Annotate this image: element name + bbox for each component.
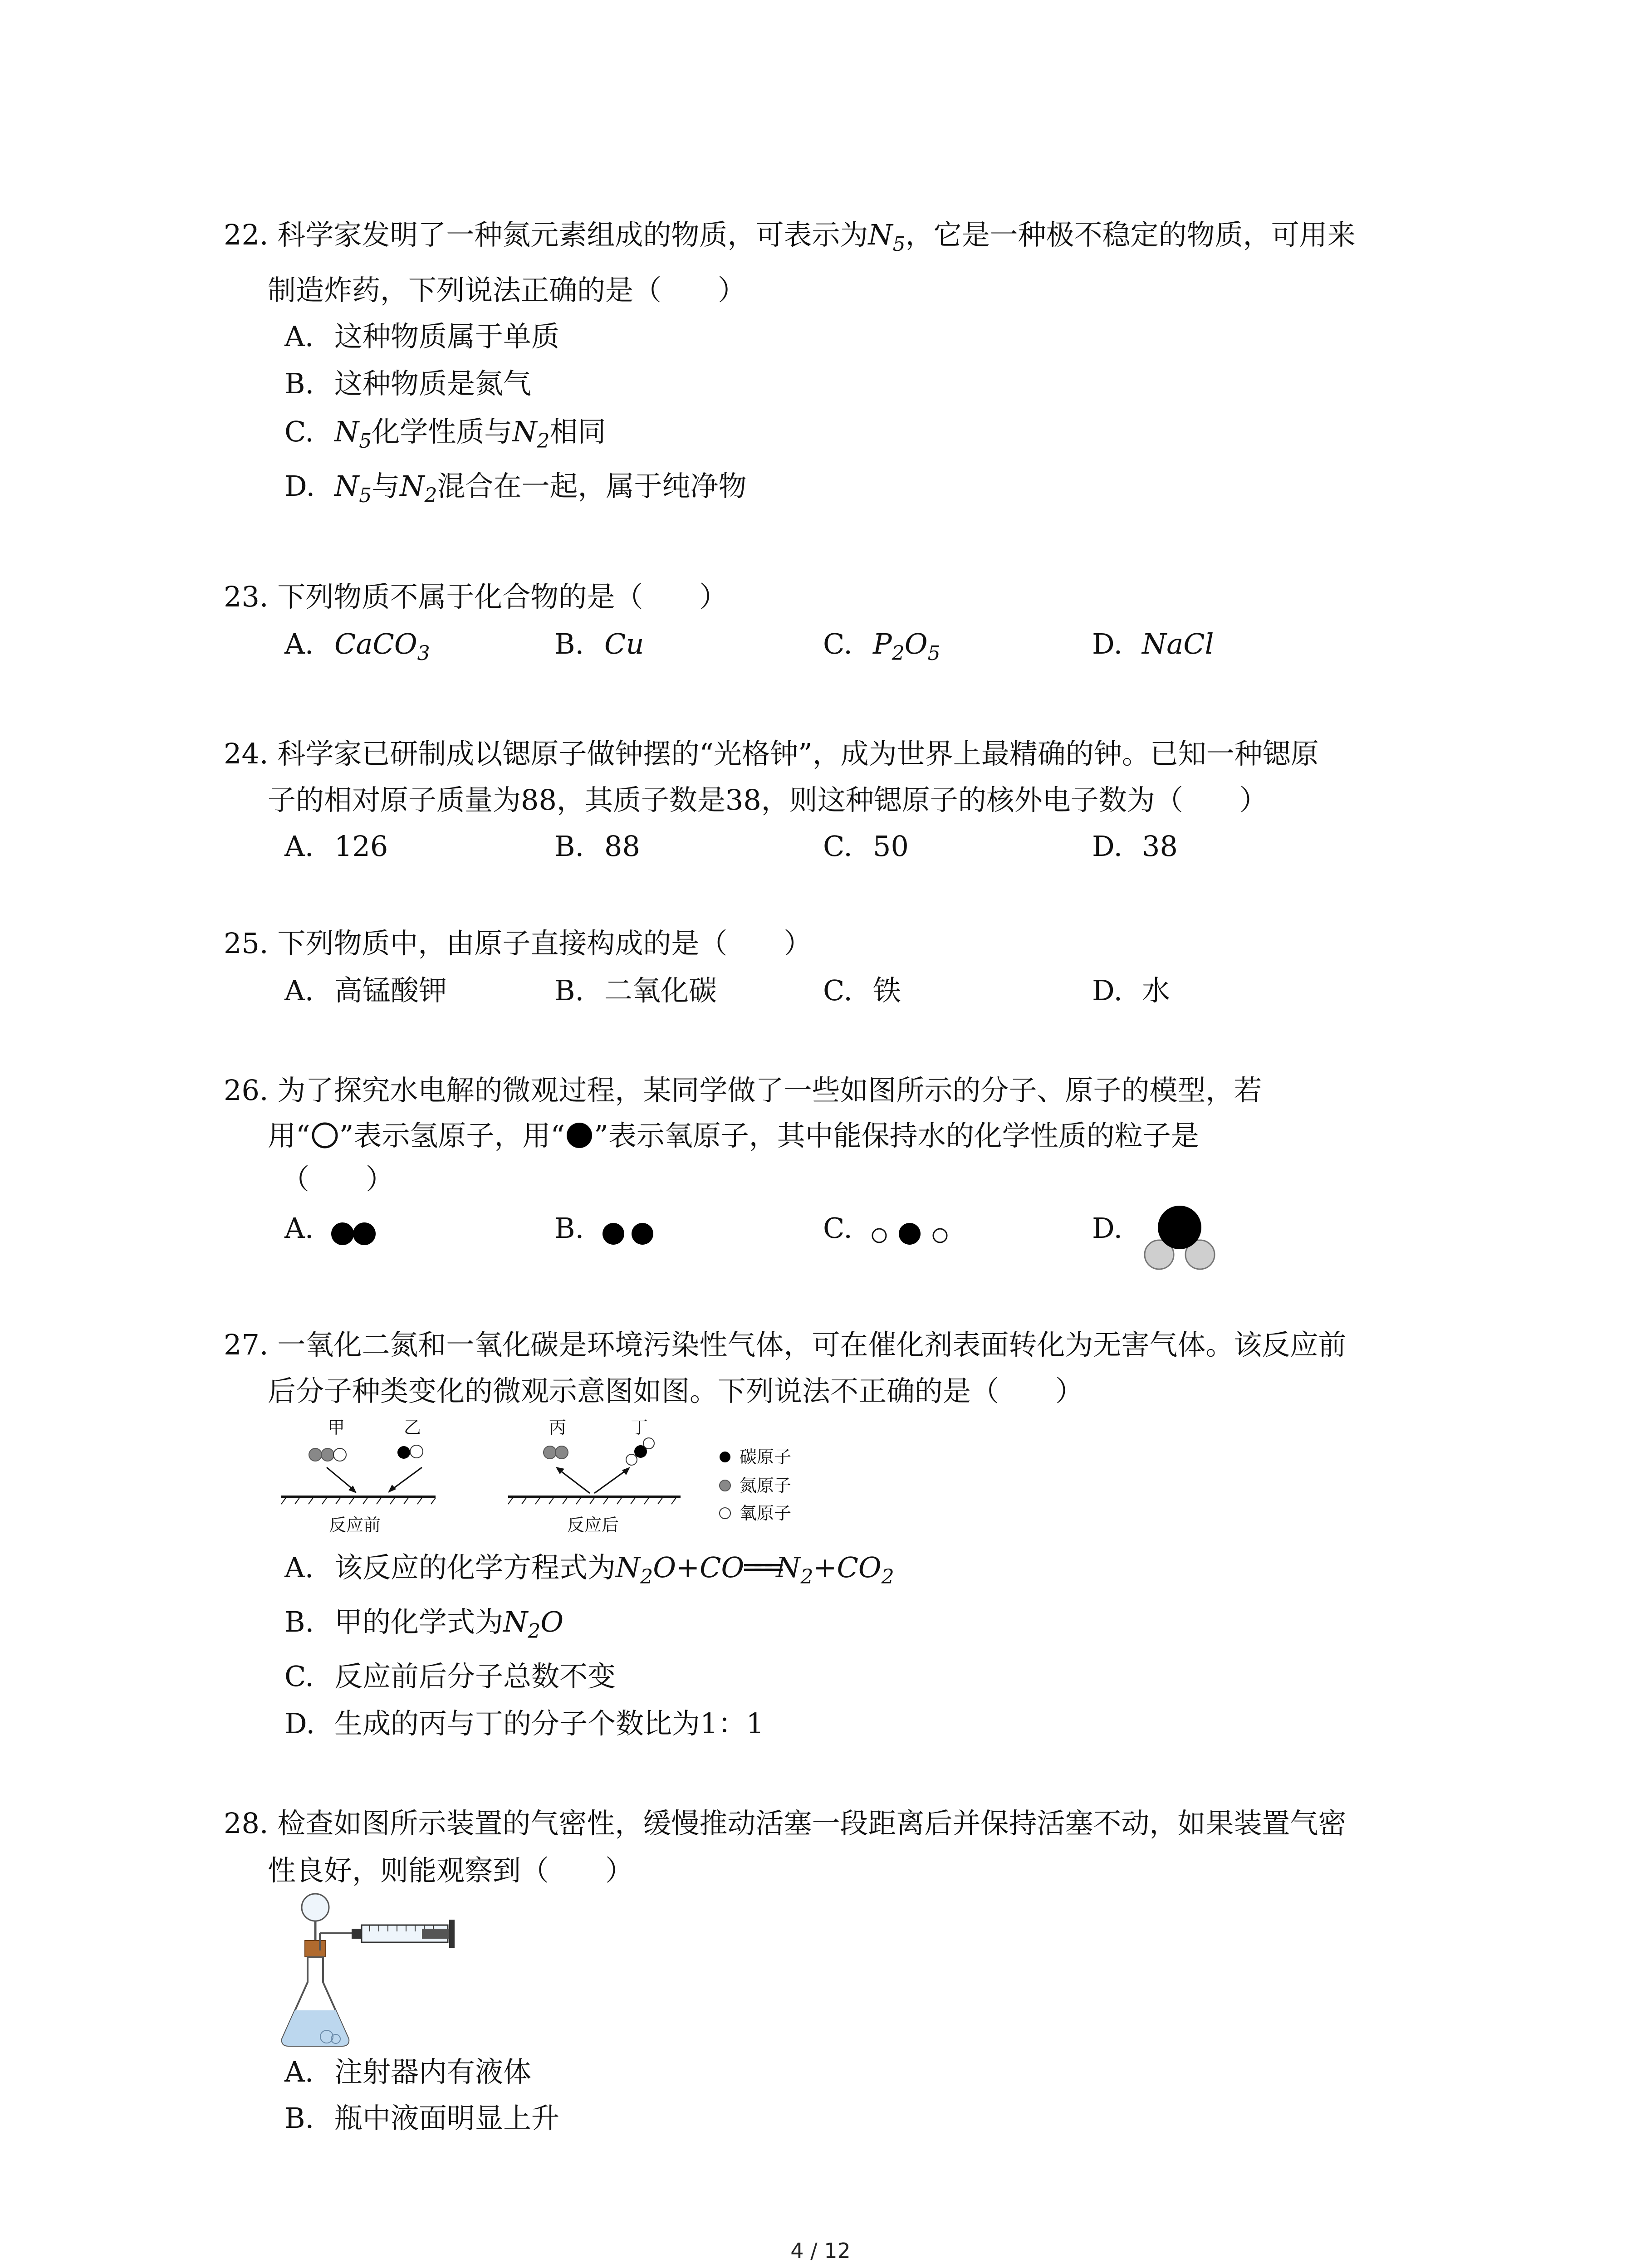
label-yi: 乙: [404, 1418, 421, 1437]
formula-n5: $N_5$: [334, 415, 372, 453]
q28-option-a[interactable]: [284, 2054, 531, 2090]
two-black-atoms-separate-icon: [599, 1216, 658, 1252]
solid-circle-icon: [565, 1121, 594, 1150]
option-text: 瓶中液面明显上升: [334, 2102, 560, 2135]
q26-line1: [224, 1072, 1262, 1109]
label-after: 反应后: [567, 1515, 619, 1535]
q27-line2: 后分子种类变化的微观示意图如图。下列说法不正确的是（ ）: [268, 1374, 1084, 1408]
q22-option-a[interactable]: [284, 318, 559, 355]
q25-option-d[interactable]: [1092, 973, 1170, 1009]
two-black-atoms-joined-icon: [329, 1216, 388, 1252]
option-letter: A.: [284, 1551, 314, 1584]
q28-option-b[interactable]: [284, 2100, 559, 2136]
q22-option-c[interactable]: [284, 414, 606, 459]
q24-line2: 子的相对原子质量为88，其质子数是38，则这种锶原子的核外电子数为（ ）: [268, 783, 1268, 816]
q25-option-c[interactable]: [823, 973, 901, 1009]
rubber-stopper: [305, 1941, 326, 1957]
option-letter: A.: [284, 2055, 314, 2088]
q23-option-a[interactable]: [284, 626, 430, 672]
molecule-jia: [309, 1448, 346, 1461]
q22-option-b[interactable]: [284, 366, 531, 402]
q22-option-d[interactable]: [284, 468, 747, 514]
molecule-bing: [544, 1446, 568, 1459]
legend-carbon-icon: [720, 1452, 730, 1462]
q24-option-a[interactable]: [284, 828, 388, 865]
option-text: 该反应的化学方程式为: [334, 1551, 616, 1584]
legend-nitrogen-icon: [720, 1480, 730, 1491]
formula-nacl: NaCl: [1142, 627, 1214, 660]
q23-option-d[interactable]: [1092, 626, 1214, 662]
q24-option-d[interactable]: [1092, 828, 1178, 865]
q26-line3: （ ）: [281, 1163, 394, 1196]
q23-number: 23.: [224, 580, 269, 613]
q26-option-b[interactable]: [554, 1210, 604, 1246]
formula-p2o5: $P_2O_5$: [873, 627, 941, 665]
option-text: 这种物质属于单质: [334, 320, 560, 353]
q26-number: 26.: [224, 1074, 269, 1107]
option-letter: A.: [284, 1212, 314, 1245]
q26-option-a[interactable]: [284, 1210, 334, 1246]
arrow-out-1: [559, 1470, 590, 1493]
q22-text-b: ，它是一种极不稳定的物质，可用来: [905, 218, 1356, 251]
formula-n2o: $N_2O$: [503, 1605, 564, 1643]
arrow-in-2: [391, 1467, 422, 1490]
option-letter: D.: [284, 469, 315, 503]
option-text: 50: [873, 830, 909, 863]
q26-text: 为了探究水电解的微观过程，某同学做了一些如图所示的分子、原子的模型，若: [277, 1074, 1262, 1107]
q27-text: 一氧化二氮和一氧化碳是环境污染性气体，可在催化剂表面转化为无害气体。该反应前: [277, 1328, 1347, 1361]
formula-caco3: CaCO$_3$: [334, 627, 430, 665]
option-text: 126: [334, 830, 388, 863]
q22-number: 22.: [224, 218, 269, 251]
q24-option-c[interactable]: [823, 828, 909, 865]
q23-option-c[interactable]: [823, 626, 941, 672]
label-before: 反应前: [329, 1515, 381, 1535]
option-letter: A.: [284, 830, 314, 863]
formula-cu: Cu: [604, 627, 644, 660]
q23-stem: [224, 579, 727, 615]
q22-formula: $N_5$: [868, 218, 906, 256]
option-letter: B.: [284, 2102, 314, 2135]
option-text: 这种物质是氮气: [334, 367, 532, 400]
legend-oxygen-icon: [720, 1508, 730, 1519]
option-text: 水: [1142, 974, 1171, 1007]
q25-stem: [224, 925, 812, 962]
option-letter: D.: [1092, 974, 1123, 1007]
option-letter: B.: [284, 1605, 314, 1638]
option-letter: C.: [284, 1660, 314, 1693]
option-letter: D.: [1092, 830, 1123, 863]
q26-line2: 用“ ”表示氢原子，用“ ”表示氧原子，其中能保持水的化学性质的粒子是: [268, 1119, 1199, 1152]
option-letter: B.: [554, 974, 584, 1007]
option-letter: A.: [284, 974, 314, 1007]
hollow-circle-icon: [310, 1121, 339, 1150]
hydrogen-oxygen-hydrogen-atoms-icon: [867, 1216, 953, 1252]
page-number: 4 / 12: [790, 2239, 851, 2263]
option-text: 高锰酸钾: [334, 974, 447, 1007]
q24-text: 科学家已研制成以锶原子做钟摆的“光格钟”，成为世界上最精确的钟。已知一种锶原: [277, 737, 1319, 770]
q28-number: 28.: [224, 1807, 269, 1840]
q26-option-d[interactable]: [1092, 1210, 1142, 1246]
airtightness-apparatus-figure: [272, 1892, 476, 2055]
option-letter: B.: [554, 1212, 584, 1245]
option-letter: C.: [823, 1212, 852, 1245]
q24-number: 24.: [224, 737, 269, 770]
label-jia: 甲: [328, 1418, 345, 1437]
option-letter: B.: [554, 830, 584, 863]
q23-text: 下列物质不属于化合物的是（ ）: [277, 580, 728, 613]
syringe-handle: [449, 1920, 455, 1948]
chemical-equation: $N_2O+CO═══N_2+CO_2$: [616, 1551, 894, 1589]
option-letter: B.: [284, 367, 314, 400]
molecule-ding: [626, 1438, 654, 1465]
option-text: 相同: [549, 415, 606, 448]
legend-oxygen-label: 氧原子: [740, 1503, 792, 1523]
q25-number: 25.: [224, 927, 269, 960]
option-text: 注射器内有液体: [334, 2055, 532, 2088]
option-text: 铁: [873, 974, 901, 1007]
option-letter: C.: [823, 627, 852, 660]
option-text: 二氧化碳: [604, 974, 717, 1007]
option-text: 反应前后分子总数不变: [334, 1660, 616, 1693]
option-text: 混合在一起，属于纯净物: [437, 469, 747, 503]
option-text: 与: [372, 469, 400, 503]
q27-option-a[interactable]: [284, 1549, 894, 1595]
option-text: 生成的丙与丁的分子个数比为1：1: [334, 1707, 764, 1740]
option-text: 38: [1142, 830, 1178, 863]
option-letter: D.: [1092, 1212, 1123, 1245]
option-letter: C.: [284, 415, 314, 448]
q26-option-c[interactable]: [823, 1210, 873, 1246]
water-molecule-icon: [1136, 1198, 1227, 1279]
q22-line1: [224, 217, 1356, 263]
arrow-in-1: [327, 1467, 354, 1490]
option-letter: C.: [823, 830, 852, 863]
legend-carbon-label: 碳原子: [740, 1447, 792, 1467]
option-letter: A.: [284, 627, 314, 660]
option-letter: B.: [554, 627, 584, 660]
q24-line1: [224, 736, 1319, 772]
q22-line2: 制造炸药，下列说法正确的是（ ）: [268, 274, 746, 307]
option-letter: A.: [284, 320, 314, 353]
q28-line1: [224, 1805, 1346, 1842]
label-bing: 丙: [549, 1418, 567, 1437]
option-text: 甲的化学式为: [334, 1605, 504, 1638]
syringe-nozzle: [352, 1929, 362, 1939]
legend-nitrogen-label: 氮原子: [740, 1476, 792, 1496]
option-text: 化学性质与: [372, 415, 513, 448]
reaction-diagram: [272, 1415, 862, 1551]
option-letter: D.: [1092, 627, 1123, 660]
funnel-bulb: [302, 1894, 329, 1921]
q27-option-b[interactable]: [284, 1604, 563, 1650]
q27-option-c[interactable]: [284, 1658, 616, 1695]
formula-n2: $N_2$: [512, 415, 550, 453]
q28-line2: 性良好，则能观察到（ ）: [268, 1854, 634, 1887]
q28-text: 检查如图所示装置的气密性，缓慢推动活塞一段距离后并保持活塞不动，如果装置气密: [277, 1807, 1347, 1840]
q25-text: 下列物质中，由原子直接构成的是（ ）: [277, 927, 812, 960]
formula-n2: $N_2$: [400, 469, 437, 507]
option-letter: D.: [284, 1707, 315, 1740]
option-text: 88: [604, 830, 640, 863]
option-letter: C.: [823, 974, 852, 1007]
q27-line1: [224, 1327, 1346, 1363]
syringe-plunger: [422, 1929, 449, 1939]
q27-number: 27.: [224, 1328, 269, 1361]
arrow-out-2: [594, 1470, 627, 1493]
label-ding: 丁: [631, 1418, 648, 1437]
q25-option-b[interactable]: [554, 973, 717, 1009]
q22-text-a: 科学家发明了一种氮元素组成的物质，可表示为: [277, 218, 868, 251]
formula-n5: $N_5$: [334, 469, 372, 507]
q27-option-d[interactable]: [284, 1706, 764, 1742]
molecule-yi: [397, 1445, 423, 1459]
q25-option-a[interactable]: [284, 973, 447, 1009]
q23-option-b[interactable]: [554, 626, 644, 662]
q24-option-b[interactable]: [554, 828, 640, 865]
